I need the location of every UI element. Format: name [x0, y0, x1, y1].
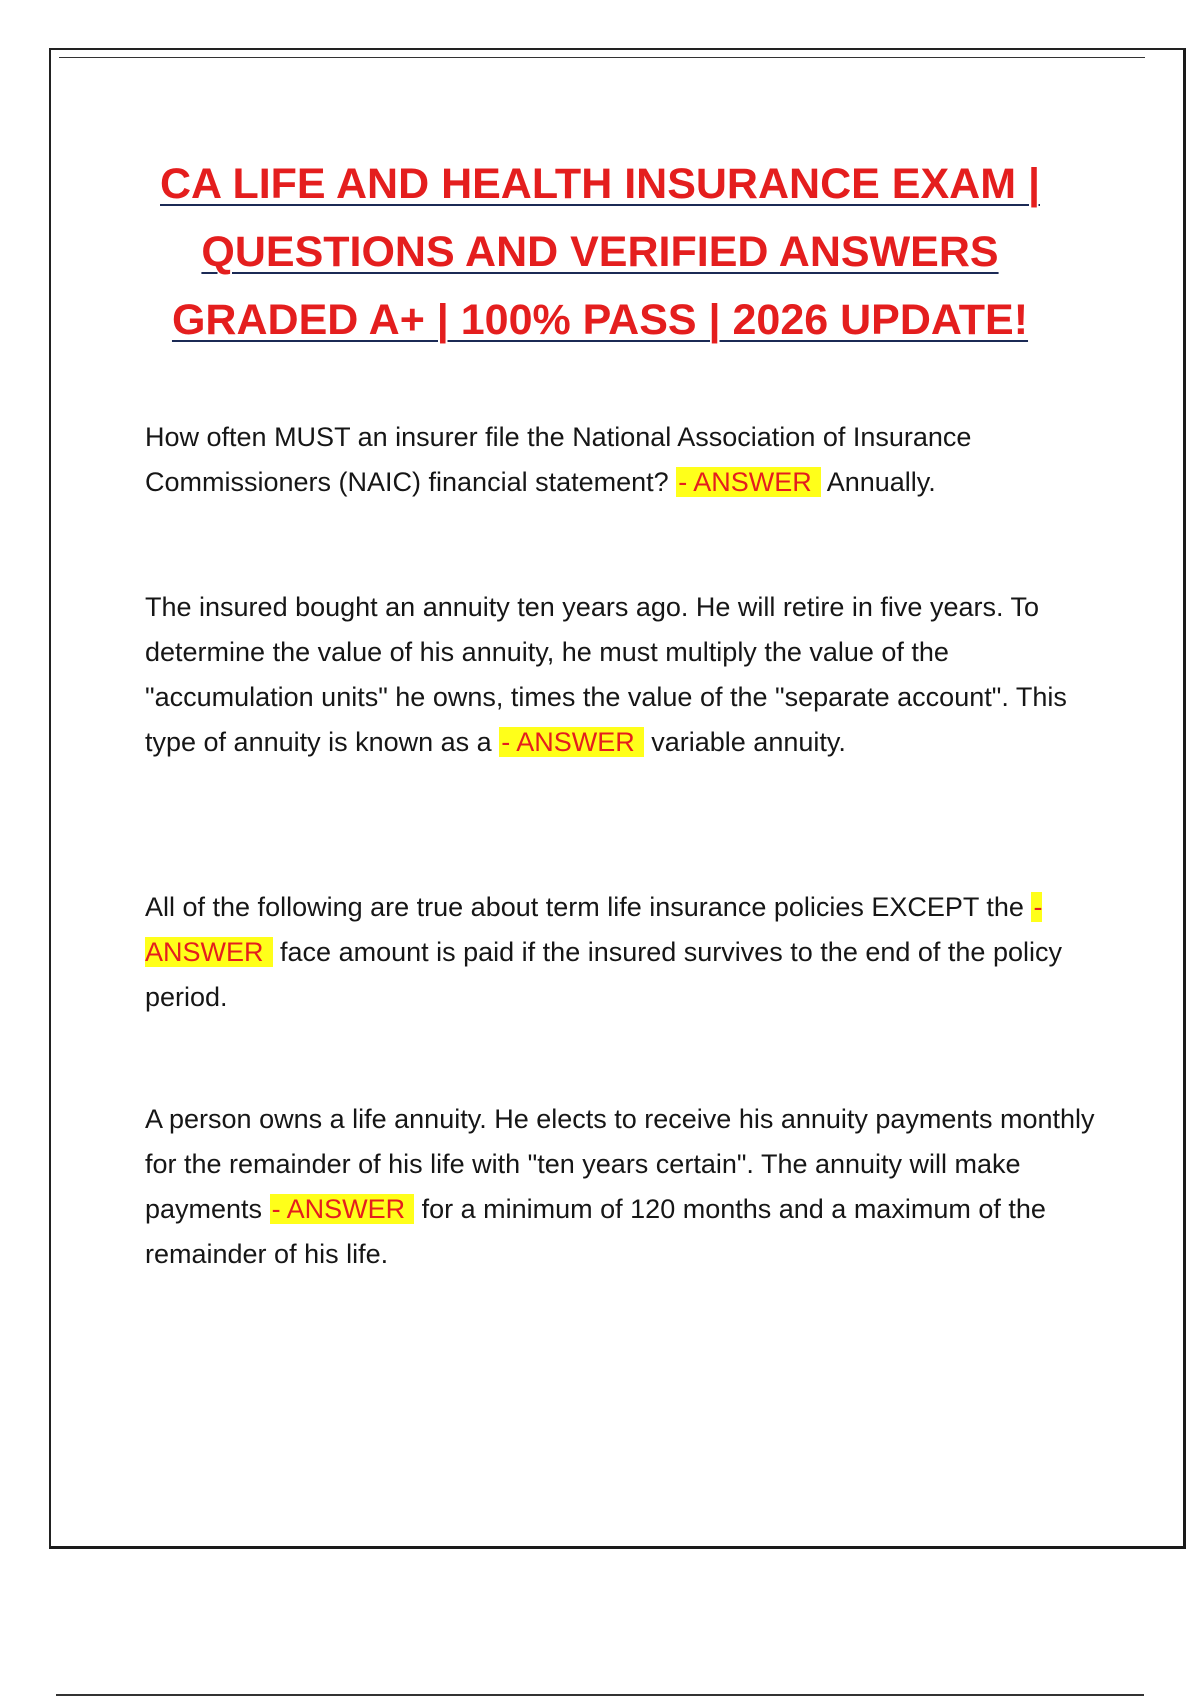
document-title: [0, 150, 1200, 354]
top-rule: [59, 57, 1145, 58]
next-page-top-rule: [56, 1694, 1144, 1696]
answer-text: variable annuity.: [651, 727, 846, 757]
answer-text: Annually.: [826, 467, 936, 497]
answer-marker: - ANSWER: [145, 892, 1043, 967]
title-line-2: QUESTIONS AND VERIFIED ANSWERS: [201, 228, 999, 276]
answer-text: for a minimum of 120 months and a maximum of the remainder of his life.: [145, 1194, 1046, 1269]
answer-marker: - ANSWER: [676, 467, 821, 497]
answer-marker: - ANSWER: [270, 1194, 415, 1224]
question-text: How often MUST an insurer file the National Association of Insurance Commissioners (NAIC) financial statement?: [145, 422, 972, 497]
question-text: The insured bought an annuity ten years ago. He will retire in five years. To determine the value of his annuity, he must multiply the value of the "accumulation units" he owns, times the value of the "separate account". This type of annuity is known as a: [145, 592, 1067, 757]
question-text: All of the following are true about term life insurance policies EXCEPT the: [145, 892, 1024, 922]
answer-marker: - ANSWER: [499, 727, 644, 757]
answer-text: face amount is paid if the insured survives to the end of the policy period.: [145, 937, 1062, 1012]
question-text: A person owns a life annuity. He elects to receive his annuity payments monthly for the remainder of his life with "ten years certain". The annuity will make payments: [145, 1104, 1095, 1224]
title-line-3: GRADED A+ | 100% PASS | 2026 UPDATE!: [171, 296, 1029, 344]
qa-item-1: [145, 415, 1095, 505]
qa-item-4: [145, 1097, 1095, 1277]
qa-item-2: [145, 585, 1095, 765]
qa-item-3: [145, 885, 1095, 1020]
title-line-1: CA LIFE AND HEALTH INSURANCE EXAM |: [160, 160, 1040, 208]
